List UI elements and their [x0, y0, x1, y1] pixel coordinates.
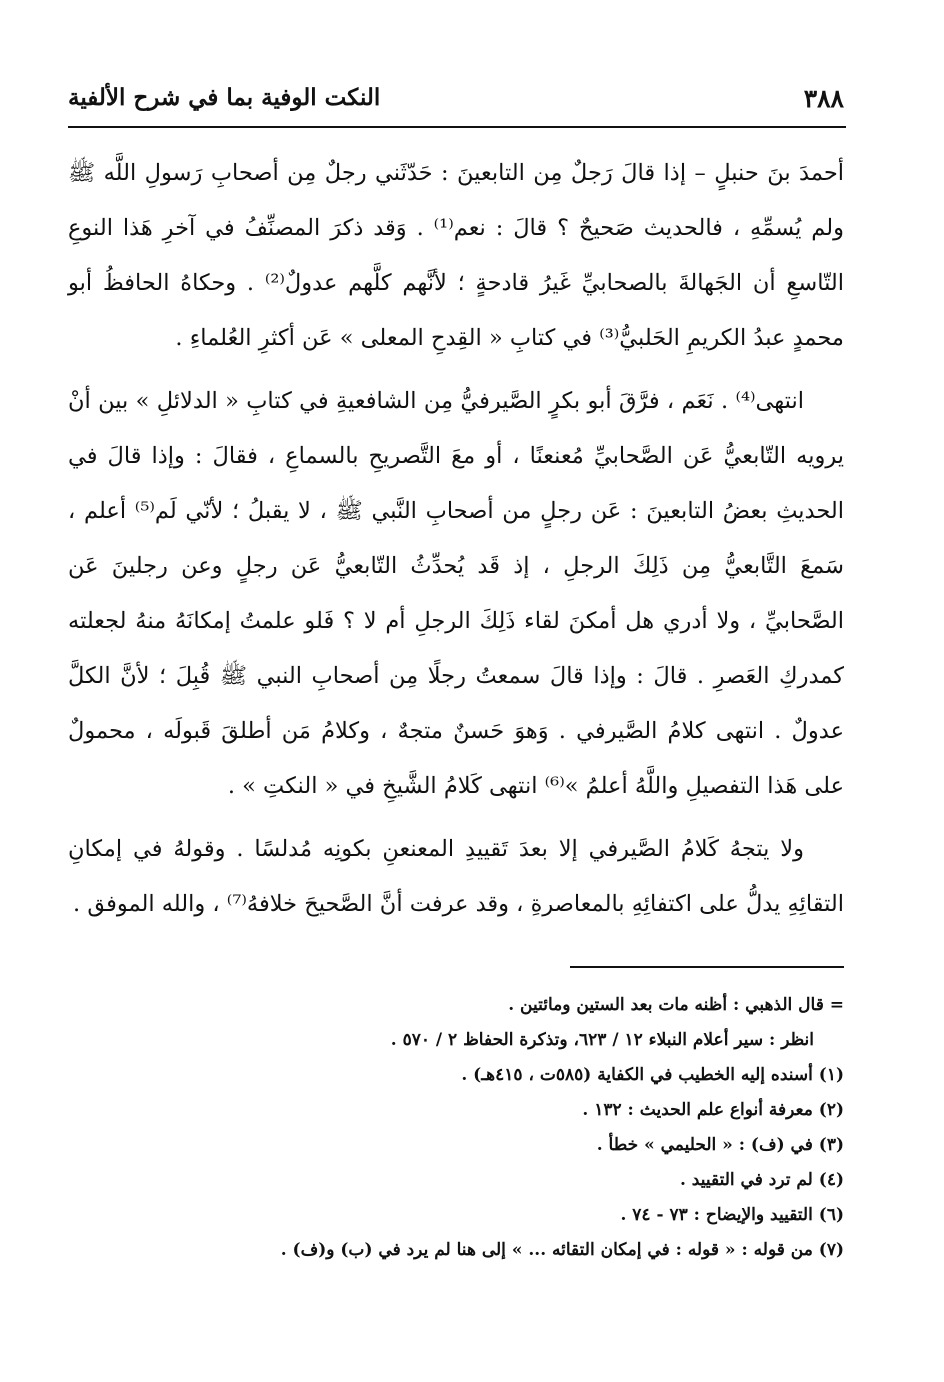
footnote-2: (٢) معرفة أنواع علم الحديث : ١٣٢ . — [582, 1100, 844, 1120]
footnotes — [180, 988, 844, 1268]
footnote-divider — [570, 966, 844, 968]
page-number: ٣٨٨ — [803, 84, 844, 113]
main-text — [68, 146, 844, 932]
footnote-continuation: = قال الذهبي : أظنه مات بعد الستين ومائتين . — [508, 995, 844, 1015]
paragraph: ولا يتجهُ كَلامُ الصَّيرفي إلا بعدَ تَقييدِ المعنعنِ بكونِه مُدلسًا . وقولهُ في إمكانِ التقائِهِ يدلُّ على اكتفائِهِ بالمعاصرةِ ، وقد عرفت أنَّ الصَّحيحَ خلافهُ⁽⁷⁾ ، والله الموفق . — [68, 836, 844, 917]
footnote-7: (٧) من قوله : « قوله : في إمكان التقائه ... » إلى هنا لم يرد في (ب) و(ف) . — [280, 1240, 844, 1260]
paragraph: انتهى⁽⁴⁾ . نَعَم ، فرَّقَ أبو بكرٍ الصَّيرفيُّ مِن الشافعيةِ في كتابِ « الدلائلِ » بين أنْ يرويه التّابعيُّ عَن الصَّحابيِّ مُعنعنًا ، أو معَ التَّصريحِ بالسماعِ ، فقالَ : وإذا قالَ في الحديثِ بعضُ التابعينَ : عَن رجلٍ من أصحابِ النَّبي ﷺ ، لا يقبلُ ؛ لأنّي لَم⁽⁵⁾ أعلم ، سَمعَ التَّابعيُّ مِن ذَلِكَ الرجلِ ، إذ قَد يُحدِّثُ التّابعيُّ عَن رجلٍ وعن رجلينَ عَن الصَّحابيِّ ، ولا أدري هل أمكنَ لقاء ذَلِكَ الرجلِ أم لا ؟ فَلو علمتُ إمكانَهُ منهُ لجعلته كمدركِ العَصرِ . قالَ : وإذا قالَ سمعتُ رجلًا مِن أصحابِ النبي ﷺ قُبِلَ ؛ لأنَّ الكلَّ عدولٌ . انتهى كلامُ الصَّيرفي . وَهوَ حَسنٌ متجهٌ ، وكلامُ مَن أطلقَ قَبولَه ، محمولٌ على هَذا التفصيلِ واللَّهُ أعلمُ »⁽⁶⁾ انتهى كَلامُ الشَّيخِ في « النكتِ » . — [68, 388, 844, 799]
running-header — [68, 78, 844, 122]
footnote-6: (٦) التقييد والإيضاح : ٧٣ - ٧٤ . — [620, 1205, 844, 1225]
footnote-continuation: انظر : سير أعلام النبلاء ١٢ / ٦٢٣، وتذكرة الحفاظ ٢ / ٥٧٠ . — [390, 1030, 814, 1050]
footnote-4: (٤) لم ترد في التقييد . — [679, 1170, 844, 1190]
footnote-3: (٣) في (ف) : « الحليمي » خطأ . — [596, 1135, 844, 1155]
header-title: النكت الوفية بما في شرح الألفية — [68, 84, 381, 111]
header-divider — [68, 126, 846, 128]
footnote-1: (١) أسنده إليه الخطيب في الكفاية (٥٨٥ت ، ٤١٥هـ) . — [461, 1065, 844, 1085]
paragraph: أحمدَ بنَ حنبلٍ – إذا قالَ رَجلٌ مِن التابعينَ : حَدّثَني رجلٌ مِن أصحابِ رَسولِ اللَّه ﷺ ولم يُسمِّهِ ، فالحديث صَحيحٌ ؟ قالَ : نعم⁽¹⁾ . وَقد ذكرَ المصنِّفُ في آخرِ هَذا النوعِ التّاسعِ أن الجَهالةَ بالصحابيِّ غَيرُ قادحةٍ ؛ لأنَّهم كلَّهم عدولٌ⁽²⁾ . وحكاهُ الحافظُ أبو محمدٍ عبدُ الكريمِ الحَلبيُّ⁽³⁾ في كتابِ « القِدحِ المعلى » عَن أكثرِ العُلماءِ . — [68, 160, 845, 351]
